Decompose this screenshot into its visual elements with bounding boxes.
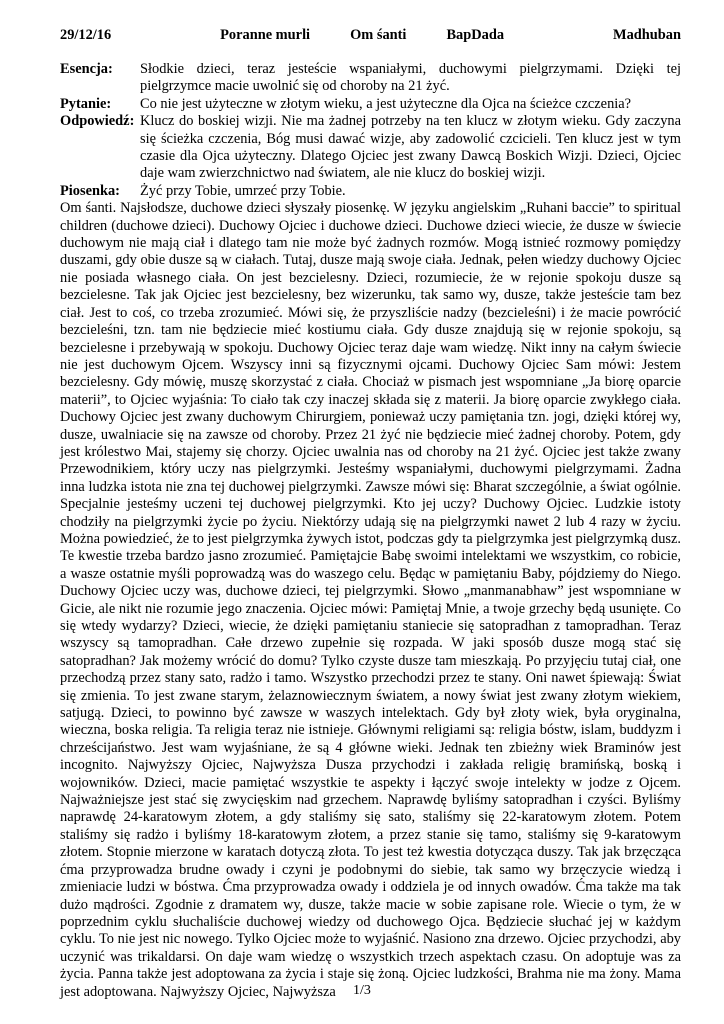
question-label: Pytanie:	[60, 95, 112, 112]
song-text: Żyć przy Tobie, umrzeć przy Tobie.	[140, 182, 346, 199]
essence-row	[60, 61, 681, 96]
essence-label: Esencja:	[60, 61, 113, 77]
murli-body: Om śanti. Najsłodsze, duchowe dzieci słyszały piosenkę. W języku angielskim „Ruhani baccie” to spiritual children (duchowe dzieci). Duchowy Ojciec i duchowe dzieci. Duchowe dzieci wiecie, że dusze w świecie duchowym nie mają ciał i dlatego tam nie może być żadnych rozmów. Mogą istnieć rozmowy pomiędzy duszami, gdy obie dusze są w ciałach. Tutaj, dusze mają swoje ciała. Jednak, pełen wiedzy duchowy Ojciec nie posiada własnego ciała. On jest bezcielesny. Dzieci, rozumiecie, że w rejonie spokoju dusze są bezcielesne. Tak jak Ojciec jest bezcielesny, bez wizerunku, tak samo wy, dusze, także jesteście tam bez ciał. Jest to coś, co trzeba zrozumieć. Mówi się, że przyszliście nadzy (bezcieleśni) i że macie powrócić bezcieleśni, tzn. tam nie będziecie mieć kostiumu ciała. Gdy dusze znajdują się w rejonie spokoju, są bezcielesne i przebywają w spokoju. Duchowy Ojciec teraz daje wam wiedzę. Nikt inny na całym świecie nie jest duchowym Ojcem. Wszyscy inni są fizycznymi ojcami. Duchowy Ojciec Sam mówi: Jestem bezcielesny. Gdy mówię, muszę skorzystać z ciała. Chociaż w pismach jest wspomniane „Ja biorę oparcie materii”, to Ojciec wyjaśnia: To ciało tak czy inaczej składa się z materii. Ja biorę oparcie zwykłego ciała. Duchowy Ojciec jest zwany duchowym Chirurgiem, ponieważ uczy pamiętania tzn. jogi, dzięki której wy, dusze, uwalniacie się na zawsze od choroby. Przez 21 żyć nie będziecie mieć żadnej choroby. Potem, gdy jest królestwo Mai, stajemy się chorzy. Ojciec uwalnia nas od choroby na 21 żyć. Ojciec jest także zwany Przewodnikiem, który uczy nas pielgrzymki. Jesteśmy wspaniałymi, duchowymi pielgrzymami. Żadna inna ludzka istota nie zna tej duchowej pielgrzymki. Zawsze mówi się: Bharat szczególnie, a świat ogólnie. Specjalnie jesteśmy uczeni tej duchowej pielgrzymki. Kto jej uczy? Duchowy Ojciec. Ludzkie istoty chodziły na pielgrzymki życie po życiu. Niektórzy udają się na pielgrzymki nawet 2 lub 4 razy w życiu. Można powiedzieć, że to jest pielgrzymka żywych istot, podczas gdy ta pielgrzymka jest pielgrzymką dusz. Te kwestie trzeba bardzo jasno zrozumieć. Pamiętajcie Babę swoimi intelektami we wszystkim, co robicie, a wasze ostatnie myśli poprowadzą was do waszego celu. Będąc w pamiętaniu Baby, pójdziemy do Niego. Duchowy Ojciec uczy was, duchowe dzieci, tej pielgrzymki. Słowo „manmanabhaw” jest wspomniane w Gicie, ale nikt nie rozumie jego znaczenia. Ojciec mówi: Pamiętaj Mnie, a twoje grzechy będą usunięte. Co się wtedy wydarzy? Dzieci, wiecie, że dzięki pamiętaniu staniecie się satopradhan z tamopradhan. Teraz wszyscy są tamopradhan. Całe drzewo zupełnie się rozpada. W jaki sposób dusze mogą stać się satopradhan? Jak możemy wrócić do domu? Tylko czyste dusze tam mieszkają. Po przyjęciu tutaj ciał, one przechodzą przez stany sato, radżo i tamo. Wszystko przechodzi przez te stany. Oni nawet śpiewają: Świat się zmienia. To jest zwane starym, żelaznowiecznym światem, a nowy świat jest zwany złotym wiekiem, satjugą. Dzieci, to powinno być zawsze w waszych intelektach. Gdy był złoty wiek, była oryginalna, wieczna, boska religia. Ta religia teraz nie istnieje. Głównymi religiami są: religia bóstw, islam, buddyzm i chrześcijaństwo. Jest wam wyjaśniane, że są 4 główne wieki. Jednak ten zbieżny wiek Braminów jest incognito. Najwyższy Ojciec, Najwyższa Dusza przychodzi i zakłada religię bramińską, boską i wojowników. Dzieci, macie pamiętać wszystkie te aspekty i łączyć swoje intelekty w jodze z Ojcem. Najważniejsze jest stać się zwycięskim nad grzechem. Naprawdę byliśmy satopradhan i czyści. Byliśmy naprawdę 24-karatowym złotem, a gdy staliśmy się sato, staliśmy się 22-karatowym złotem. Potem staliśmy się radżo i byliśmy 18-karatowym złotem, a przez stanie się tamo, staliśmy się 9-karatowym złotem. Stopnie mierzone w karatach dotyczą złota. To jest też kwestia dotycząca duszy. Tak jak brzęcząca ćma przyprowadza brudne owady i czyni je podobnymi do siebie, tak samo wy brzęczycie wiedzą i zmieniacie ludzi w bóstwa. Ćma przyprowadza owady i oddziela je od innych owadów. Ćma także ma tak dużo mądrości. Zgodnie z dramatem wy, dusze, także macie w sobie zapisane role. Wiecie o tym, że w poprzednim cyklu słuchaliście duchowej wiedzy od duchowego Ojca. Będziecie słuchać jej w każdym cyklu. To nie jest nic nowego. Tylko Ojciec może to wyjaśnić. Nasiono zna drzewo. Ojciec przychodzi, aby uczynić was trikaldarsi. On daje wam wiedzę o wszystkich trzech aspektach czasu. On adoptuje was za życia. Panna także jest adoptowana za życia i staje się żoną. Ojciec ludzkości, Brahma nie ma żony. Mama jest adoptowana. Najwyższy Ojciec, Najwyższa	[60, 200, 681, 1000]
header-place: Madhuban	[612, 27, 681, 43]
header-speaker: BapDada	[446, 27, 505, 43]
answer-text: Klucz do boskiej wizji. Nie ma żadnej potrzeby na ten klucz w złotym wieku. Gdy zaczyna się ścieżka czczenia, Bóg musi dawać wizje, aby zadowolić czcicieli. Ten klucz jest w tym czasie dla Ojca użyteczny. Dlatego Ojciec jest zwany Dawcą Boskich Wizji. Dzieci, Ojciec daje wam zwierzchnictwo nad światem, ale nie klucz do boskiej wizji.	[140, 113, 681, 182]
document-page	[60, 26, 681, 1001]
page-header	[60, 26, 681, 44]
header-date: 29/12/16	[60, 27, 112, 43]
header-center	[220, 26, 504, 44]
header-om: Om śanti	[350, 27, 407, 43]
essence-text: Słodkie dzieci, teraz jesteście wspaniałymi, duchowymi pielgrzymami. Dzięki tej pielgrzymce macie uwolnić się od choroby na 21 żyć.	[140, 61, 681, 95]
question-row	[60, 96, 681, 113]
answer-label: Odpowiedź:	[60, 113, 135, 130]
page-number: 1/3	[353, 983, 371, 998]
question-text: Co nie jest użyteczne w złotym wieku, a jest użyteczne dla Ojca na ścieżce czczenia?	[140, 95, 632, 112]
song-label: Piosenka:	[60, 182, 120, 199]
header-title: Poranne murli	[220, 27, 311, 43]
murli-summary	[60, 61, 681, 200]
answer-row	[60, 113, 681, 183]
song-row	[60, 183, 681, 200]
